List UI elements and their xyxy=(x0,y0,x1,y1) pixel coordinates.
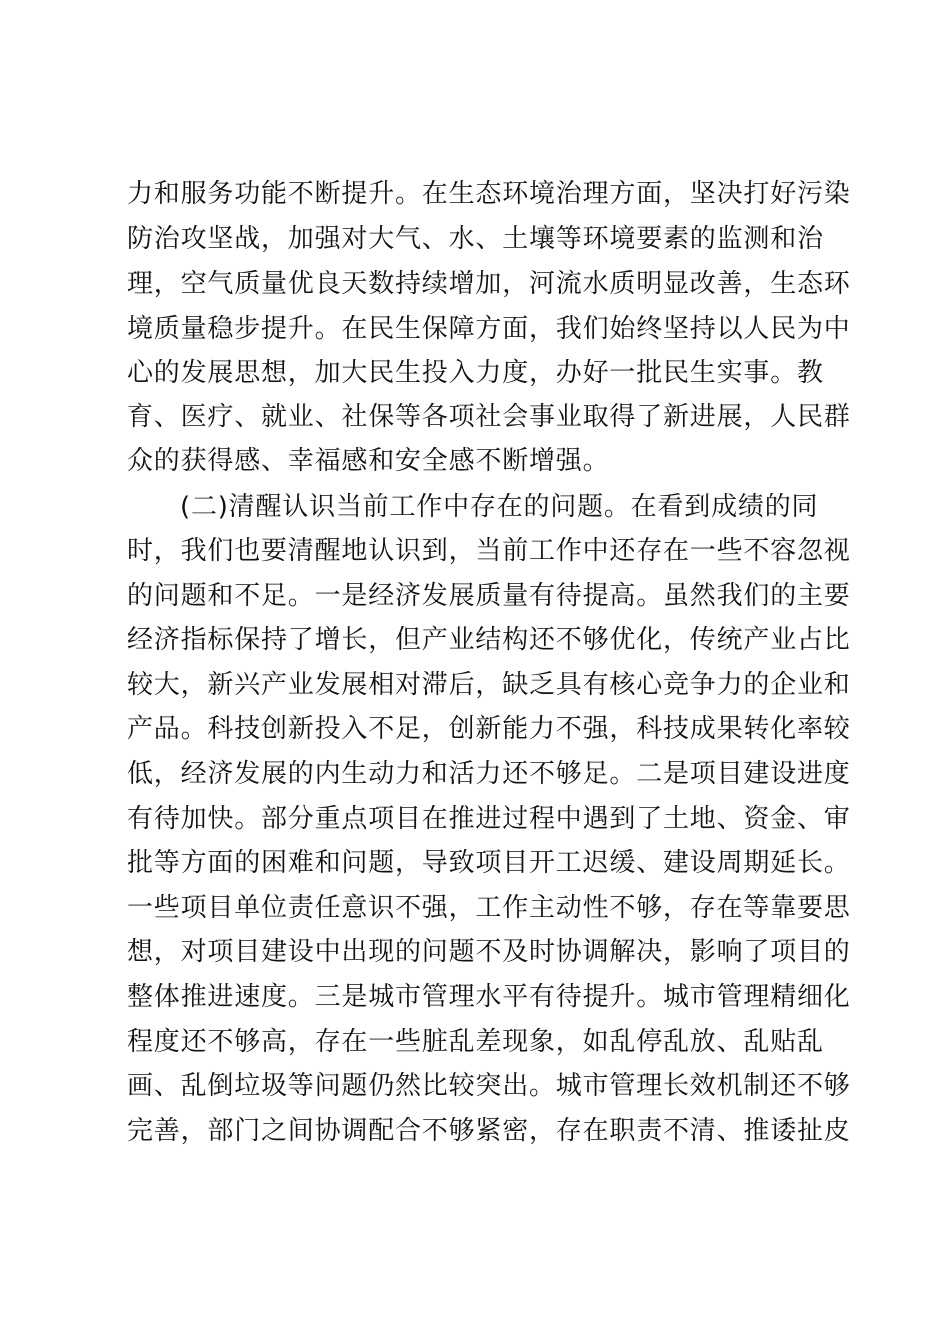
text-line: 理，空气质量优良天数持续增加，河流水质明显改善，生态环 xyxy=(127,269,851,299)
text-line: 境质量稳步提升。在民生保障方面，我们始终坚持以人民为中 xyxy=(127,314,851,344)
text-line: 产品。科技创新投入不足，创新能力不强，科技成果转化率较 xyxy=(127,714,851,744)
text-line: 画、乱倒垃圾等问题仍然比较突出。城市管理长效机制还不够 xyxy=(127,1071,851,1101)
text-line: 低，经济发展的内生动力和活力还不够足。二是项目建设进度 xyxy=(127,759,851,789)
text-line: 一些项目单位责任意识不强，工作主动性不够，存在等靠要思 xyxy=(127,893,851,923)
text-line: 程度还不够高，存在一些脏乱差现象，如乱停乱放、乱贴乱 xyxy=(127,1027,824,1057)
text-line: 防治攻坚战，加强对大气、水、土壤等环境要素的监测和治 xyxy=(127,224,824,254)
text-line: 众的获得感、幸福感和安全感不断增强。 xyxy=(127,446,610,476)
text-line: 完善，部门之间协调配合不够紧密，存在职责不清、推诿扯皮 xyxy=(127,1116,851,1146)
text-line: 育、医疗、就业、社保等各项社会事业取得了新进展，人民群 xyxy=(127,402,851,432)
text-line: 经济指标保持了增长，但产业结构还不够优化，传统产业占比 xyxy=(127,625,851,655)
text-line: 批等方面的困难和问题，导致项目开工迟缓、建设周期延长。 xyxy=(127,848,851,878)
text-line: 心的发展思想，加大民生投入力度，办好一批民生实事。教 xyxy=(127,358,824,388)
text-line: 有待加快。部分重点项目在推进过程中遇到了土地、资金、审 xyxy=(127,804,851,834)
text-line: 想，对项目建设中出现的问题不及时协调解决，影响了项目的 xyxy=(127,937,851,967)
text-line: 时，我们也要清醒地认识到，当前工作中还存在一些不容忽视 xyxy=(127,536,851,566)
text-line: 较大，新兴产业发展相对滞后，缺乏具有核心竞争力的企业和 xyxy=(127,670,851,700)
text-line: 整体推进速度。三是城市管理水平有待提升。城市管理精细化 xyxy=(127,982,851,1012)
section-heading-line: (二)清醒认识当前工作中存在的问题。在看到成绩的同 xyxy=(180,492,819,522)
text-line: 的问题和不足。一是经济发展质量有待提高。虽然我们的主要 xyxy=(127,581,851,611)
text-line: 力和服务功能不断提升。在生态环境治理方面，坚决打好污染 xyxy=(127,179,851,209)
